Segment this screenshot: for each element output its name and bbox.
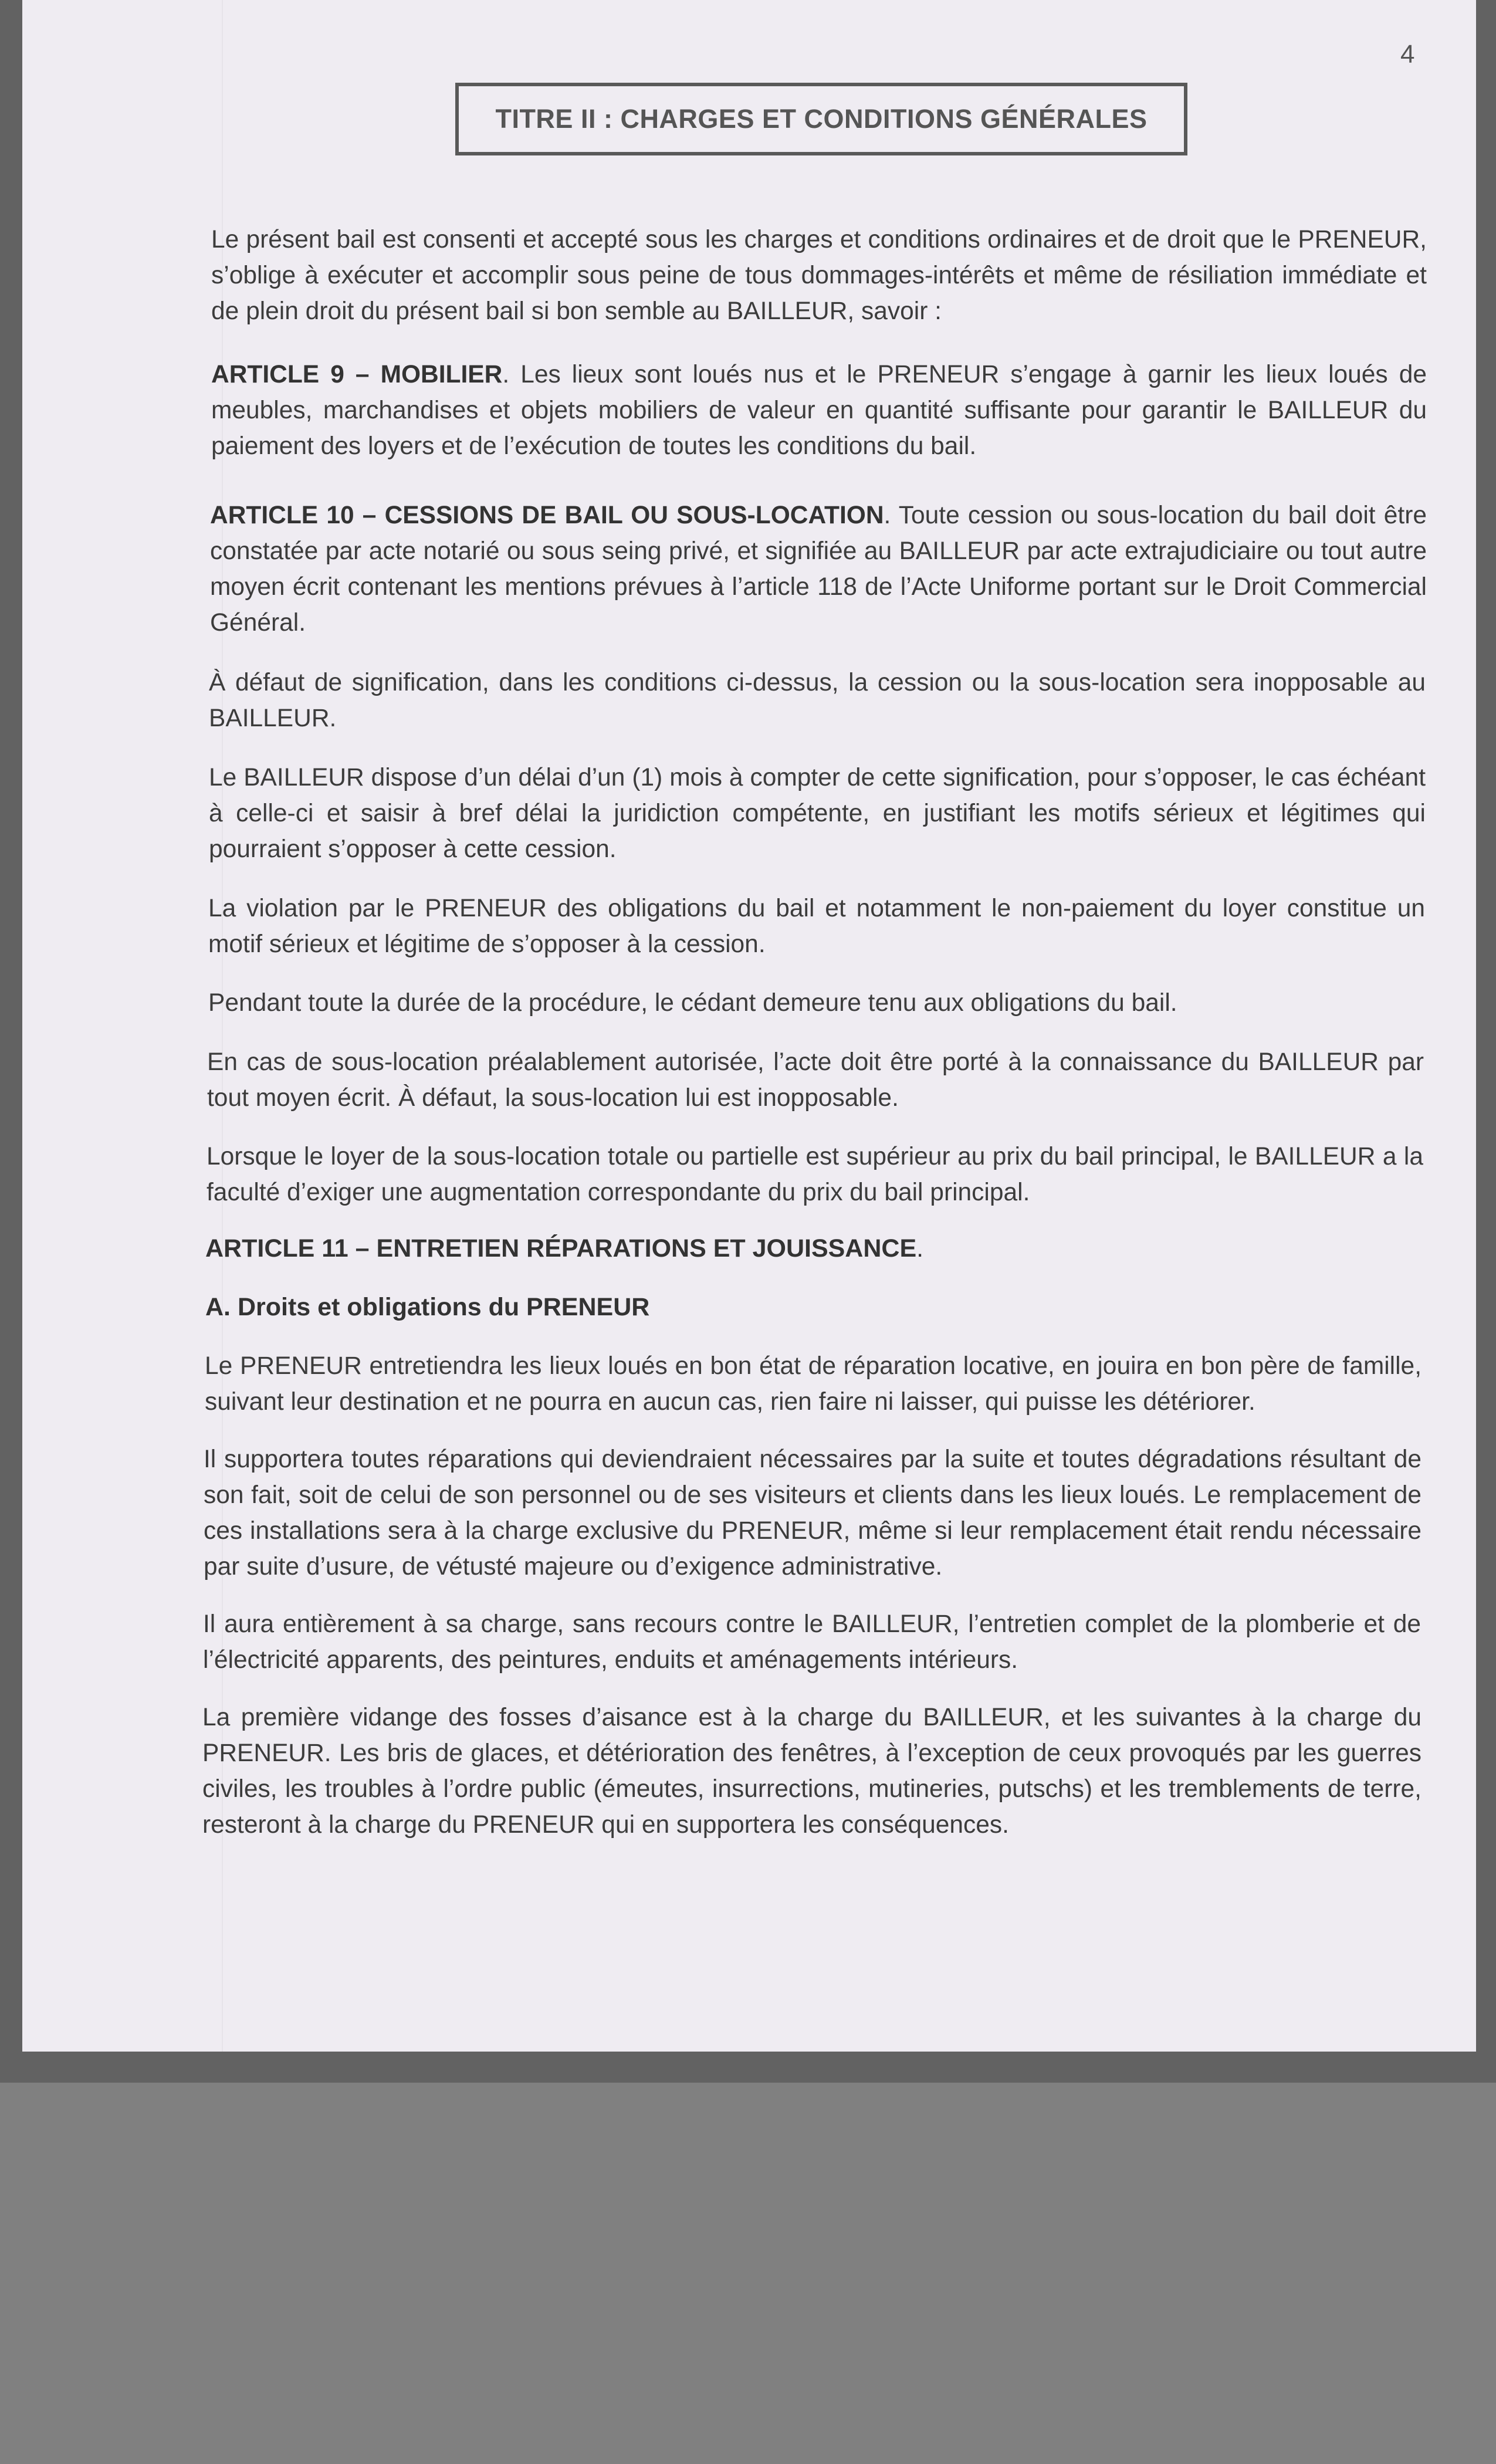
article-9-heading: ARTICLE 9 – MOBILIER bbox=[211, 361, 503, 388]
page-title: TITRE II : CHARGES ET CONDITIONS GÉNÉRALES bbox=[495, 104, 1148, 134]
article-10-paragraph-procedure: Pendant toute la durée de la procédure, le cédant demeure tenu aux obligations du bail. bbox=[208, 989, 1177, 1017]
article-11-heading-period: . bbox=[916, 1234, 924, 1263]
article-11-heading-text: ARTICLE 11 – ENTRETIEN RÉPARATIONS ET JOUISSANCE bbox=[205, 1234, 917, 1263]
title-box bbox=[455, 83, 1187, 155]
article-11-paragraph-plumbing: Il aura entièrement à sa charge, sans recours contre le BAILLEUR, l’entretien complet de la plomberie et de l’électricité apparents, des peintures, enduits et aménagements intérieurs. bbox=[203, 1610, 1421, 1674]
article-10-paragraph-violation: La violation par le PRENEUR des obligations du bail et notamment le non-paiement du loyer constitue un motif sérieux et légitime de s’opposer à la cession. bbox=[208, 895, 1425, 958]
page-number: 4 bbox=[1400, 40, 1415, 69]
article-10-paragraph-rent-increase: Lorsque le loyer de la sous-location totale ou partielle est supérieur au prix du bail principal, le BAILLEUR a la faculté d’exiger une augmentation correspondante du prix du bail principal. bbox=[207, 1143, 1423, 1206]
article-9-paragraph bbox=[211, 357, 1427, 464]
article-10-paragraph-sublease: En cas de sous-location préalablement autorisée, l’acte doit être porté à la connaissance du BAILLEUR par tout moyen écrit. À défaut, la sous-location lui est inopposable. bbox=[207, 1048, 1424, 1112]
article-10-paragraph bbox=[210, 497, 1427, 641]
article-11-paragraph-repairs: Il supportera toutes réparations qui deviendraient nécessaires par la suite et toutes dégradations résultant de son fait, soit de celui de son personnel ou de ses visiteurs et clients dans les lieux loués. Le remplacement de ces installations sera à la charge exclusive du PRENEUR, même si leur remplacement était rendu nécessaire par suite d’usure, de vétusté majeure ou d’exigence administrative. bbox=[204, 1446, 1421, 1580]
article-11-paragraph-septic-glass: La première vidange des fosses d’aisance est à la charge du BAILLEUR, et les suivantes à la charge du PRENEUR. Les bris de glaces, et détérioration des fenêtres, à l’exception de ceux provoqués par les guerres civiles, les troubles à l’ordre public (émeutes, insurrections, mutineries, putschs) et les tremblements de terre, resteront à la charge du PRENEUR qui en supportera les conséquences. bbox=[202, 1704, 1421, 1839]
article-11-subheading: A. Droits et obligations du PRENEUR bbox=[205, 1293, 650, 1321]
article-10-heading: ARTICLE 10 – CESSIONS DE BAIL OU SOUS-LOCATION bbox=[210, 502, 884, 529]
article-10-text: . Toute cession ou sous-location du bail doit être constatée par acte notarié ou sous seing privé, et signifiée au BAILLEUR par acte extrajudiciaire ou tout autre moyen écrit contenant les mentions prévues à l’article 118 de l’Acte Uniforme portant sur le Droit Commercial Général. bbox=[210, 502, 1427, 637]
article-10-paragraph-default-signification: À défaut de signification, dans les conditions ci-dessus, la cession ou la sous-location sera inopposable au BAILLEUR. bbox=[209, 669, 1426, 732]
article-11-paragraph-maintenance: Le PRENEUR entretiendra les lieux loués en bon état de réparation locative, en jouira en bon père de famille, suivant leur destination et ne pourra en aucun cas, rien faire ni laisser, qui puisse les détériorer. bbox=[205, 1352, 1421, 1416]
intro-paragraph: Le présent bail est consenti et accepté sous les charges et conditions ordinaires et de droit que le PRENEUR, s’oblige à exécuter et accomplir sous peine de tous dommages-intérêts et même de résiliation immédiate et de plein droit du présent bail si bon semble au BAILLEUR, savoir : bbox=[211, 226, 1427, 325]
article-11-heading bbox=[205, 1231, 923, 1267]
article-9-text: . Les lieux sont loués nus et le PRENEUR s’engage à garnir les lieux loués de meubles, marchandises et objets mobiliers de valeur en quantité suffisante pour garantir le BAILLEUR du paiement des loyers et de l’exécution de toutes les conditions du bail. bbox=[211, 361, 1427, 460]
article-10-paragraph-bailleur-delay: Le BAILLEUR dispose d’un délai d’un (1) mois à compter de cette signification, pour s’opposer, le cas échéant à celle-ci et saisir à bref délai la juridiction compétente, en justifiant les motifs sérieux et légitimes qui pourraient s’opposer à cette cession. bbox=[209, 764, 1426, 863]
